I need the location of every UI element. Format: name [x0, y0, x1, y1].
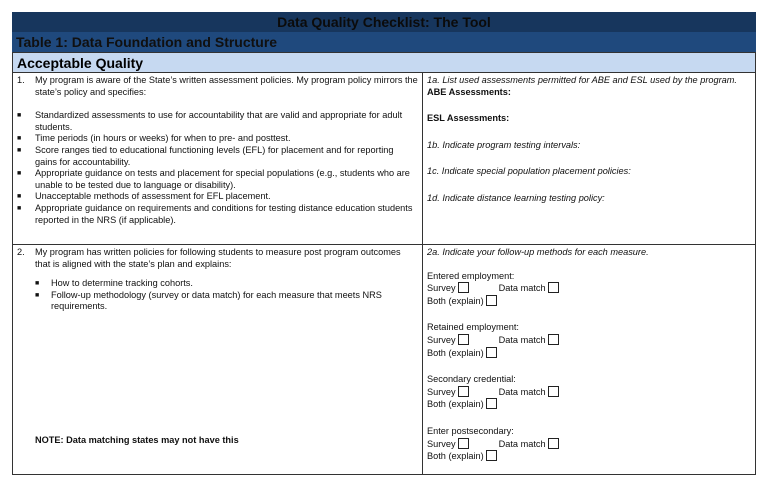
question-1c: 1c. Indicate special population placement policies: [427, 166, 631, 177]
bullet-text: Unacceptable methods of assessment for EFL placement. [35, 191, 271, 202]
item-number: 1. [17, 75, 25, 85]
data-match-checkbox[interactable] [548, 438, 559, 449]
response-cell [423, 73, 756, 245]
survey-label: Survey [427, 334, 456, 345]
data-match-checkbox[interactable] [548, 282, 559, 293]
bullet-icon: ■ [17, 112, 22, 120]
measure-label: Enter postsecondary: [427, 425, 514, 436]
measure-label: Entered employment: [427, 270, 515, 281]
list-item [17, 191, 418, 203]
abe-assessments-label: ABE Assessments: [427, 86, 511, 97]
both-label: Both (explain) [427, 451, 484, 462]
both-label: Both (explain) [427, 295, 484, 306]
question-1d: 1d. Indicate distance learning testing policy: [427, 192, 605, 203]
measure-group [427, 322, 751, 359]
item-text: My program has written policies for following students to measure post program outcomes that is aligned with the state’s plan and explains: [35, 247, 401, 269]
measure-group [427, 271, 751, 308]
both-checkbox[interactable] [486, 398, 497, 409]
both-label: Both (explain) [427, 399, 484, 410]
list-item [17, 110, 418, 133]
checklist-table [12, 72, 756, 475]
bullet-text: Appropriate guidance on tests and placement for special populations (e.g., students who are unable to be tested due to language or disability). [35, 168, 410, 190]
bullet-text: Follow-up methodology (survey or data match) for each measure that meets NRS requirements. [51, 289, 382, 312]
list-item [17, 168, 418, 191]
checklist-document [12, 12, 756, 475]
item-intro [17, 75, 418, 98]
list-item [17, 145, 418, 168]
data-match-checkbox[interactable] [548, 386, 559, 397]
data-match-label: Data match [498, 283, 546, 294]
measure-group [427, 374, 751, 411]
measure-group [427, 426, 751, 463]
response-cell [423, 245, 756, 475]
both-checkbox[interactable] [486, 347, 497, 358]
measure-label: Secondary credential: [427, 374, 516, 385]
question-1a: 1a. List used assessments permitted for ABE and ESL used by the program. [427, 75, 737, 85]
quality-level-heading: Acceptable Quality [12, 52, 756, 72]
data-matching-note: NOTE: Data matching states may not have this [35, 435, 239, 446]
both-label: Both (explain) [427, 347, 484, 358]
question-1b: 1b. Indicate program testing intervals: [427, 139, 581, 150]
esl-assessments-label: ESL Assessments: [427, 113, 510, 124]
question-2a: 2a. Indicate your follow-up methods for each measure. [427, 247, 649, 257]
data-match-checkbox[interactable] [548, 334, 559, 345]
survey-checkbox[interactable] [458, 386, 469, 397]
both-checkbox[interactable] [486, 295, 497, 306]
survey-label: Survey [427, 438, 456, 449]
item-intro [17, 247, 418, 270]
both-checkbox[interactable] [486, 450, 497, 461]
bullet-icon: ■ [17, 204, 22, 212]
bullet-icon: ■ [17, 146, 22, 154]
data-match-label: Data match [498, 386, 546, 397]
policy-cell [13, 245, 423, 475]
data-match-label: Data match [498, 438, 546, 449]
survey-checkbox[interactable] [458, 438, 469, 449]
bullet-icon: ■ [17, 170, 22, 178]
document-title: Data Quality Checklist: The Tool [12, 12, 756, 32]
table-title: Table 1: Data Foundation and Structure [12, 32, 756, 52]
measure-label: Retained employment: [427, 322, 519, 333]
table-row [13, 73, 756, 245]
bullet-text: Appropriate guidance on requirements and conditions for testing distance education students reported in the NRS (if applicable). [35, 202, 413, 225]
policy-cell [13, 73, 423, 245]
bullet-text: Time periods (in hours or weeks) for when to pre- and posttest. [35, 133, 291, 144]
data-match-label: Data match [498, 334, 546, 345]
item-number: 2. [17, 247, 25, 257]
bullet-icon: ■ [35, 291, 40, 299]
bullet-text: How to determine tracking cohorts. [51, 278, 193, 289]
survey-checkbox[interactable] [458, 282, 469, 293]
survey-label: Survey [427, 283, 456, 294]
bullet-text: Standardized assessments to use for accountability that are valid and appropriate for adult students. [35, 110, 403, 132]
bullet-icon: ■ [35, 280, 40, 288]
bullet-icon: ■ [17, 193, 22, 201]
bullet-text: Score ranges tied to educational functioning levels (EFL) for placement and for reporting gains for accountability. [35, 144, 394, 167]
list-item [17, 290, 418, 313]
list-item [17, 133, 418, 145]
table-row [13, 245, 756, 475]
bullet-icon: ■ [17, 135, 22, 143]
list-item [17, 278, 418, 290]
item-text: My program is aware of the State’s written assessment policies. My program policy mirrors the state’s policy and specifies: [35, 75, 418, 97]
list-item [17, 203, 418, 226]
survey-label: Survey [427, 386, 456, 397]
survey-checkbox[interactable] [458, 334, 469, 345]
